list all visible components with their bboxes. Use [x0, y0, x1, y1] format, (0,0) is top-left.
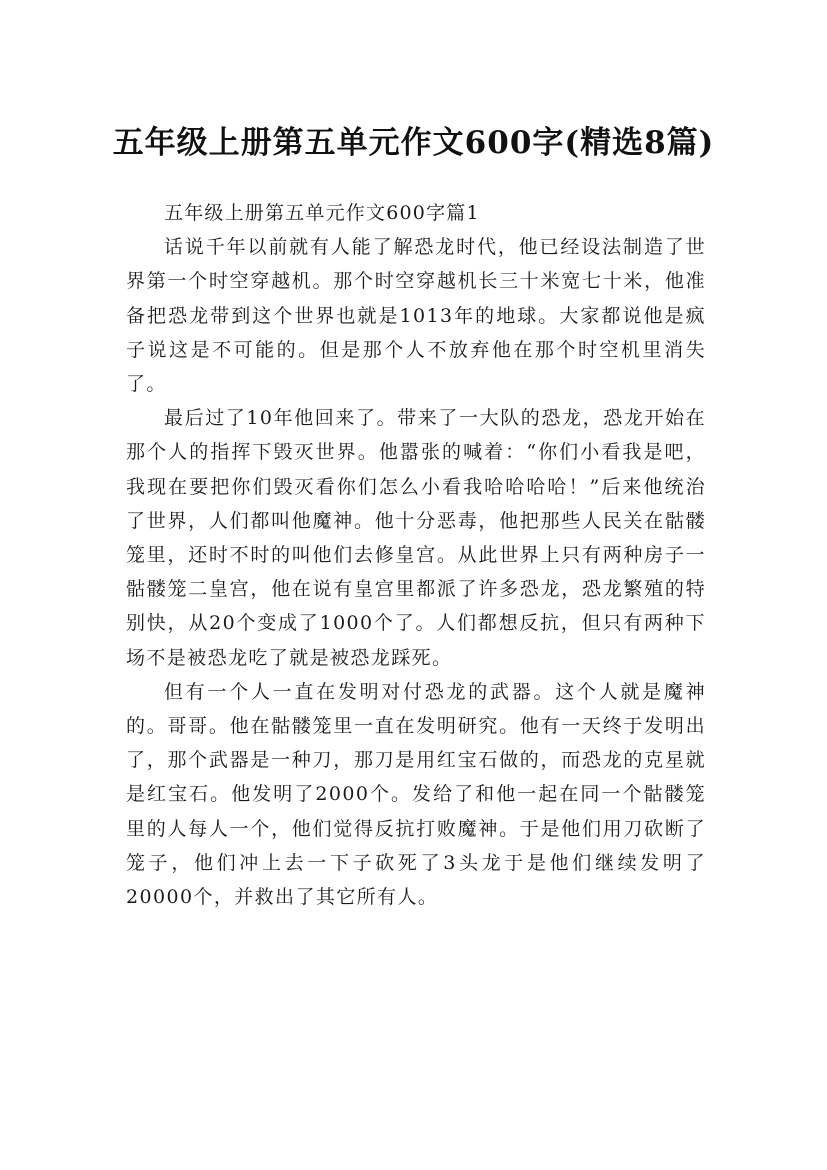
- document-body: [126, 196, 706, 914]
- body-paragraph-2: 最后过了10年他回来了。带来了一大队的恐龙，恐龙开始在那个人的指挥下毁灭世界。他嚣张的喊着：“你们小看我是吧，我现在要把你们毁灭看你们怎么小看我哈哈哈哈！”后来他统治了世界，人们都叫他魔神。他十分恶毒，他把那些人民关在骷髅笼里，还时不时的叫他们去修皇宫。从此世界上只有两种房子一骷髅笼二皇宫，他在说有皇宫里都派了许多恐龙，恐龙繁殖的特别快，从20个变成了1000个了。人们都想反抗，但只有两种下场不是被恐龙吃了就是被恐龙踩死。: [126, 407, 706, 669]
- body-paragraph-1: 话说千年以前就有人能了解恐龙时代，他已经设法制造了世界第一个时空穿越机。那个时空穿越机长三十米宽七十米，他准备把恐龙带到这个世界也就是1013年的地球。大家都说他是疯子说这是不可能的。但是那个人不放弃他在那个时空机里消失了。: [126, 236, 706, 396]
- section-heading: 五年级上册第五单元作文600字篇1: [164, 202, 480, 224]
- document-title: 五年级上册第五单元作文600字(精选8篇): [112, 124, 715, 161]
- body-paragraph-3: 但有一个人一直在发明对付恐龙的武器。这个人就是魔神的。哥哥。他在骷髅笼里一直在发明研究。他有一天终于发明出了，那个武器是一种刀，那刀是用红宝石做的，而恐龙的克星就是红宝石。他发明了2000个。发给了和他一起在同一个骷髅笼里的人每人一个，他们觉得反抗打败魔神。于是他们用刀砍断了笼子，他们冲上去一下子砍死了3头龙于是他们继续发明了20000个，并救出了其它所有人。: [126, 680, 706, 909]
